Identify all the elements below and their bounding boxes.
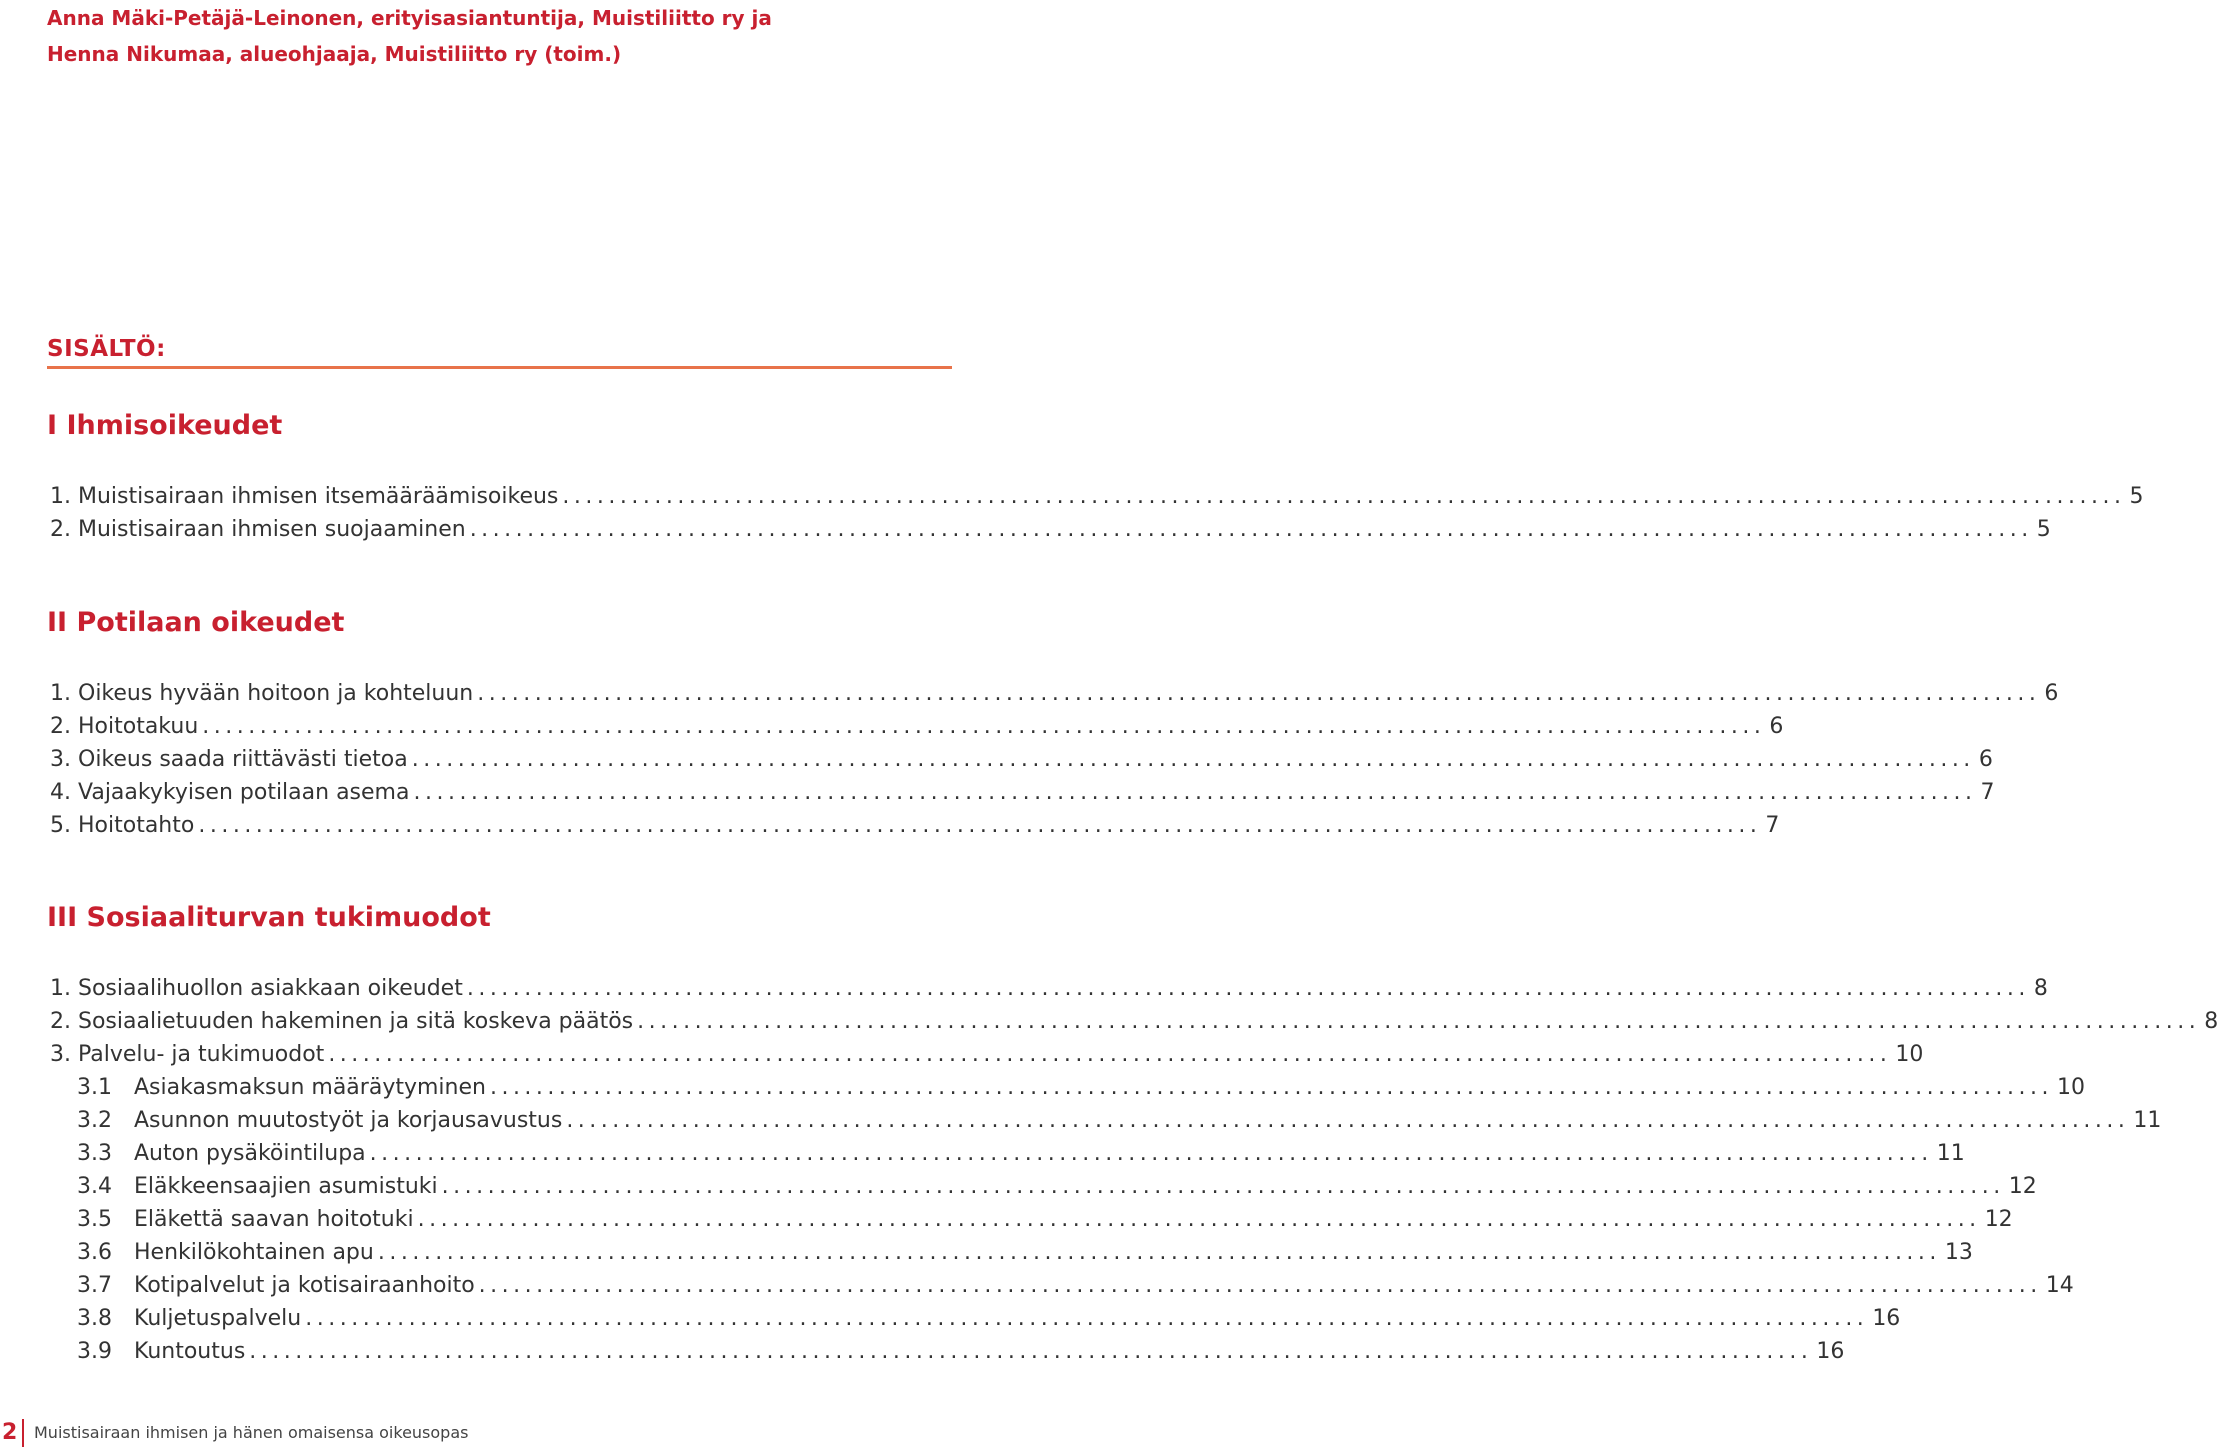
toc-leader-dots: ........................................................................................................................................ [249,1339,1813,1364]
toc-leader-dots: ........................................................................................................................................ [562,484,2126,509]
toc-entry-number: 3.6 [77,1240,112,1265]
toc-entry-title: Kotipalvelut ja kotisairaanhoito [134,1273,475,1298]
toc-subentry[interactable] [77,1302,1901,1335]
toc-leader-dots: ........................................................................................................................................ [637,1009,2201,1034]
footer-title: Muistisairaan ihmisen ja hänen omaisensa oikeusopas [34,1423,469,1442]
toc-entry-title: Vajaakykyisen potilaan asema [78,780,410,805]
author-line: Henna Nikumaa, alueohjaaja, Muistiliitto ry (toim.) [47,42,622,66]
toc-entry-page: 8 [2033,976,2048,1001]
toc-entry-number: 5. [50,813,71,838]
toc-entry-title: Palvelu- ja tukimuodot [78,1042,325,1067]
toc-leader-dots: ........................................................................................................................................ [478,1273,2042,1298]
toc-entry-number: 3.8 [77,1306,112,1331]
toc-subentry[interactable] [77,1137,1965,1170]
toc-entry-number: 1. [50,484,71,509]
toc-entry[interactable] [50,480,2144,513]
toc-subentry[interactable] [77,1236,1973,1269]
toc-entry-page: 16 [1816,1339,1845,1364]
authors-block [47,0,772,72]
toc-entry-title: Kuljetuspalvelu [134,1306,302,1331]
toc-entry-title: Oikeus saada riittävästi tietoa [78,747,408,772]
toc-leader-dots: ........................................................................................................................................ [489,1075,2054,1100]
toc-subentry[interactable] [77,1203,2013,1236]
toc-entry-title: Eläkkeensaajien asumistuki [134,1174,438,1199]
toc-leader-dots: ........................................................................................................................................ [477,681,2041,706]
toc-subentry[interactable] [77,1335,1845,1368]
toc-entry-title: Muistisairaan ihmisen itsemääräämisoikeus [78,484,559,509]
toc-entry-number: 2. [50,1009,71,1034]
toc-entry-number: 2. [50,517,71,542]
toc-entry-number: 3.9 [77,1339,112,1364]
toc-entry-title: Sosiaalietuuden hakeminen ja sitä koskeva päätös [78,1009,634,1034]
toc-entry-title: Asiakasmaksun määräytyminen [134,1075,486,1100]
toc-entry-number: 4. [50,780,71,805]
toc-entry-page: 13 [1944,1240,1973,1265]
toc-entry-title: Hoitotahto [78,813,195,838]
toc-entry-title: Asunnon muutostyöt ja korjausavustus [134,1108,563,1133]
toc-entry-number: 1. [50,976,71,1001]
toc-entry-number: 3.1 [77,1075,112,1100]
toc-subentry[interactable] [77,1269,2074,1302]
author-line: Anna Mäki-Petäjä-Leinonen, erityisasiantuntija, Muistiliitto ry ja [47,6,772,30]
toc-leader-dots: ........................................................................................................................................ [469,517,2033,542]
toc-entry-number: 1. [50,681,71,706]
toc-subentry[interactable] [77,1104,2162,1137]
toc-entry-page: 10 [1895,1042,1924,1067]
toc-entry-page: 11 [2133,1108,2162,1133]
toc-entry-number: 2. [50,714,71,739]
toc-entry-page: 8 [2204,1009,2218,1034]
toc-entry[interactable] [50,710,1784,743]
toc-leader-dots: ........................................................................................................................................ [198,813,1762,838]
toc-entry-title: Henkilökohtainen apu [134,1240,374,1265]
toc-leader-dots: ........................................................................................................................................ [566,1108,2130,1133]
toc-leader-dots: ........................................................................................................................................ [369,1141,1933,1166]
toc-entry-title: Kuntoutus [134,1339,246,1364]
toc-entry-page: 6 [1769,714,1784,739]
section-title: III Sosiaaliturvan tukimuodot [47,902,491,933]
toc-entry-page: 16 [1872,1306,1901,1331]
toc-entry-page: 10 [2057,1075,2086,1100]
toc-entry-number: 3.3 [77,1141,112,1166]
toc-entry-title: Sosiaalihuollon asiakkaan oikeudet [78,976,463,1001]
toc-entry-number: 3.2 [77,1108,112,1133]
toc-entry[interactable] [50,743,1993,776]
toc-entry[interactable] [50,1005,2218,1038]
toc-leader-dots: ........................................................................................................................................ [411,747,1975,772]
toc-entry[interactable] [50,513,2051,546]
toc-entry-page: 14 [2045,1273,2074,1298]
toc-entry-page: 6 [2044,681,2059,706]
toc-subentry[interactable] [77,1071,2086,1104]
toc-entry-page: 6 [1978,747,1993,772]
toc-entry-title: Auton pysäköintilupa [134,1141,366,1166]
toc-subentry[interactable] [77,1170,2037,1203]
page-footer [0,1417,468,1448]
footer-page-number: 2 [2,1420,18,1445]
toc-entry-title: Muistisairaan ihmisen suojaaminen [78,517,466,542]
toc-leader-dots: ........................................................................................................................................ [417,1207,1981,1232]
toc-leader-dots: ........................................................................................................................................ [202,714,1766,739]
toc-leader-dots: ........................................................................................................................................ [328,1042,1892,1067]
toc-entry-title: Oikeus hyvään hoitoon ja kohteluun [78,681,474,706]
toc-entry[interactable] [50,677,2059,710]
toc-entry-title: Hoitotakuu [78,714,199,739]
toc-entry-page: 5 [2129,484,2144,509]
toc-entry-page: 7 [1765,813,1780,838]
contents-title: SISÄLTÖ: [47,336,166,362]
section-title: II Potilaan oikeudet [47,607,345,638]
toc-leader-dots: ........................................................................................................................................ [377,1240,1941,1265]
toc-entry-number: 3.5 [77,1207,112,1232]
toc-entry-page: 12 [2008,1174,2037,1199]
toc-entry-number: 3. [50,1042,71,1067]
footer-divider [22,1419,24,1447]
toc-entry-page: 11 [1936,1141,1965,1166]
toc-leader-dots: ........................................................................................................................................ [305,1306,1869,1331]
section-title: I Ihmisoikeudet [47,410,283,441]
toc-entry-number: 3. [50,747,71,772]
toc-entry-number: 3.4 [77,1174,112,1199]
toc-leader-dots: ........................................................................................................................................ [413,780,1977,805]
toc-leader-dots: ........................................................................................................................................ [441,1174,2005,1199]
contents-divider [47,366,952,369]
toc-entry-page: 7 [1980,780,1995,805]
toc-entry[interactable] [50,809,1780,842]
toc-entry-page: 5 [2036,517,2051,542]
toc-entry-page: 12 [1984,1207,2013,1232]
toc-entry-number: 3.7 [77,1273,112,1298]
toc-entry[interactable] [50,1038,1924,1071]
toc-entry[interactable] [50,776,1995,809]
toc-entry[interactable] [50,972,2048,1005]
toc-leader-dots: ........................................................................................................................................ [466,976,2030,1001]
toc-entry-title: Eläkettä saavan hoitotuki [134,1207,414,1232]
